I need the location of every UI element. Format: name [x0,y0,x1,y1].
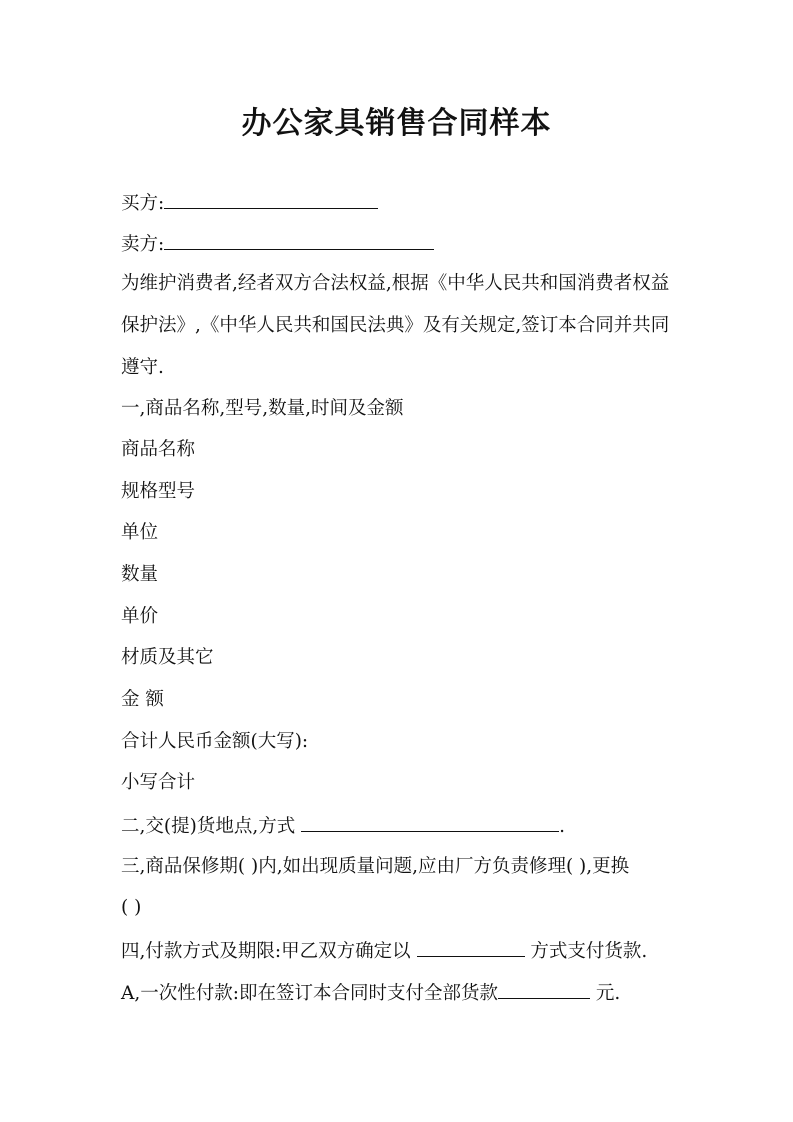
seller-line [121,231,434,257]
section1-heading: 一,商品名称,型号,数量,时间及金额 [121,398,404,419]
clause-a-prefix: A,一次性付款:即在签订本合同时支付全部货款 [121,983,498,1004]
field-amount: 金 额 [121,689,164,710]
delivery-blank[interactable] [301,813,559,832]
buyer-blank[interactable] [164,190,378,209]
section2-line [121,813,565,839]
section2-suffix: . [559,816,565,837]
field-product-name: 商品名称 [121,439,196,460]
document-title: 办公家具销售合同样本 [241,106,552,141]
section4-prefix: 四,付款方式及期限:甲乙双方确定以 [121,941,417,962]
clause-a-line [121,980,620,1006]
field-material: 材质及其它 [121,647,214,668]
intro-line-1: 为维护消费者,经者双方合法权益,根据《中华人民共和国消费者权益 [121,273,670,294]
payment-method-blank[interactable] [417,938,525,957]
full-payment-blank[interactable] [498,980,590,999]
seller-blank[interactable] [164,231,434,250]
field-quantity: 数量 [121,564,159,585]
field-spec-model: 规格型号 [121,481,196,502]
intro-line-2: 保护法》,《中华人民共和国民法典》及有关规定,签订本合同并共同 [121,315,670,336]
buyer-label: 买方: [121,193,165,214]
field-unit: 单位 [121,522,159,543]
clause-a-suffix: 元. [589,983,621,1004]
total-lowercase: 小写合计 [121,772,196,793]
buyer-line [121,190,378,216]
intro-line-3: 遵守. [121,357,164,378]
section3-line-1: 三,商品保修期( )内,如出现质量问题,应由厂方负责修理( ),更换 [121,856,630,877]
section2-prefix: 二,交(提)货地点,方式 [121,816,302,837]
field-unit-price: 单价 [121,606,159,627]
section4-line [121,938,647,964]
total-rmb-uppercase: 合计人民币金额(大写): [121,731,309,752]
seller-label: 卖方: [121,234,165,255]
section4-suffix: 方式支付货款. [524,941,648,962]
section3-line-2: ( ) [121,897,142,918]
